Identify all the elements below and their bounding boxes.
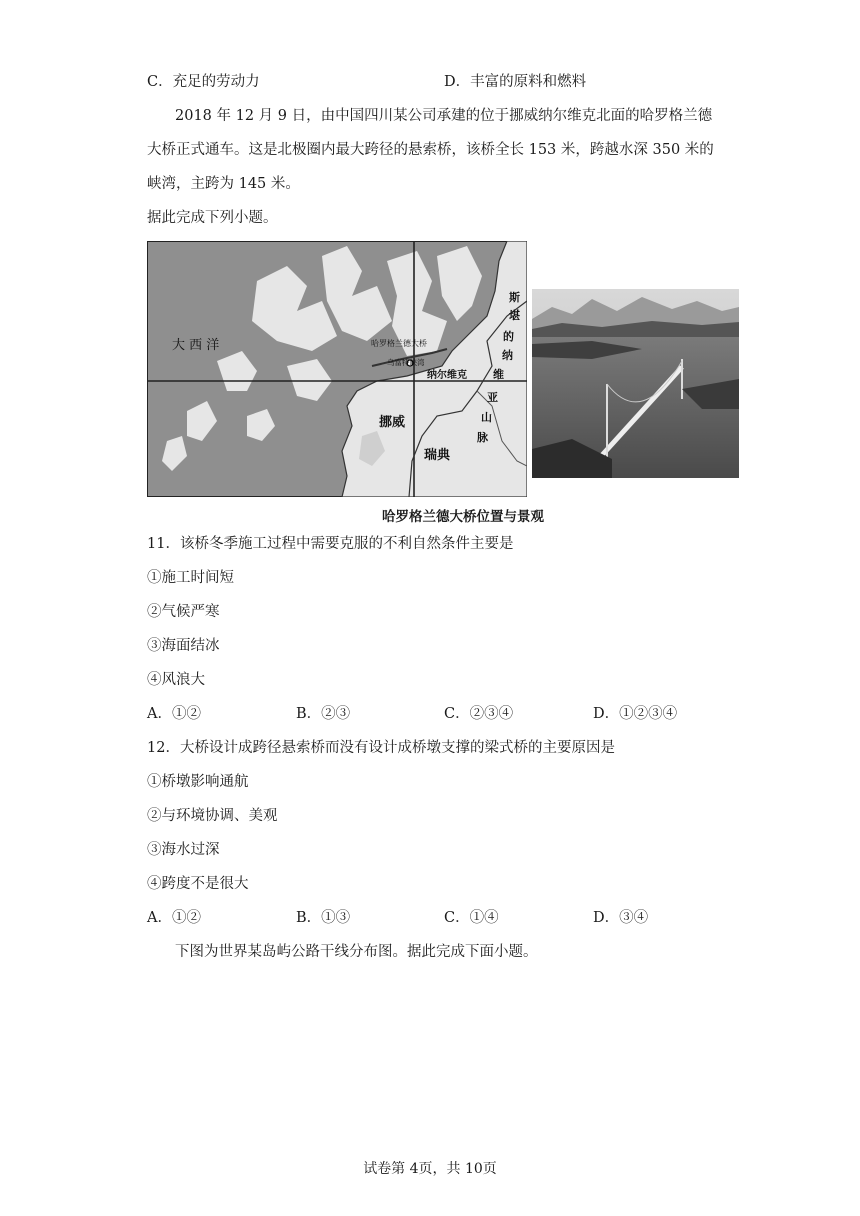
label-ocean: 大 西 洋 — [172, 338, 220, 353]
page-footer: 试卷第 4页，共 10页 — [363, 1161, 497, 1177]
label-bridge: 哈罗格兰德大桥 — [371, 339, 427, 348]
q12-option-c: C．①④ — [444, 910, 499, 926]
label-fjord: 乌富特峡湾 — [387, 358, 425, 367]
svg-text:的: 的 — [503, 330, 514, 343]
q11-item-4: ④风浪大 — [147, 672, 205, 688]
q11-option-d: D．①②③④ — [593, 706, 678, 722]
q11-item-2: ②气候严寒 — [147, 604, 220, 620]
q11-item-1: ①施工时间短 — [147, 570, 234, 586]
svg-text:亚: 亚 — [487, 391, 498, 404]
location-map — [147, 241, 527, 497]
q11-option-b: B．②③ — [296, 706, 351, 722]
label-city: 纳尔维克 — [427, 370, 467, 381]
q11-option-c: C．②③④ — [444, 706, 514, 722]
svg-text:纳: 纳 — [502, 349, 513, 362]
q12-option-a: A．①② — [147, 910, 201, 926]
intro-line-2: 大桥正式通车。这是北极圈内最大跨径的悬索桥，该桥全长 153 米，跨越水深 350 米的 — [147, 142, 714, 158]
next-intro: 下图为世界某岛屿公路干线分布图。据此完成下面小题。 — [175, 944, 538, 960]
figure-caption: 哈罗格兰德大桥位置与景观 — [382, 509, 544, 525]
q12-item-1: ①桥墩影响通航 — [147, 774, 249, 790]
svg-text:维: 维 — [493, 368, 504, 381]
option-c-previous: C．充足的劳动力 — [147, 74, 260, 90]
q12-stem: 12．大桥设计成跨径悬索桥而没有设计成桥墩支撑的梁式桥的主要原因是 — [147, 740, 615, 756]
q11-item-3: ③海面结冰 — [147, 638, 220, 654]
q12-item-2: ②与环境协调、美观 — [147, 808, 278, 824]
bridge-photo — [532, 289, 739, 478]
svg-text:山: 山 — [481, 411, 492, 424]
label-norway: 挪威 — [379, 415, 406, 430]
q12-option-d: D．③④ — [593, 910, 649, 926]
intro-prompt: 据此完成下列小题。 — [147, 210, 278, 226]
svg-text:脉: 脉 — [477, 431, 488, 444]
q12-option-b: B．①③ — [296, 910, 351, 926]
svg-text:堪: 堪 — [509, 309, 520, 322]
q11-option-a: A．①② — [147, 706, 201, 722]
q11-stem: 11．该桥冬季施工过程中需要克服的不利自然条件主要是 — [147, 536, 514, 552]
intro-line-3: 峡湾，主跨为 145 米。 — [147, 176, 300, 192]
svg-text:斯: 斯 — [509, 291, 520, 304]
label-sweden: 瑞典 — [424, 448, 451, 463]
q12-item-4: ④跨度不是很大 — [147, 876, 249, 892]
intro-line-1: 2018 年 12 月 9 日，由中国四川某公司承建的位于挪威纳尔维克北面的哈罗格兰德 — [175, 108, 713, 124]
q12-item-3: ③海水过深 — [147, 842, 220, 858]
option-d-previous: D．丰富的原料和燃料 — [444, 74, 587, 90]
